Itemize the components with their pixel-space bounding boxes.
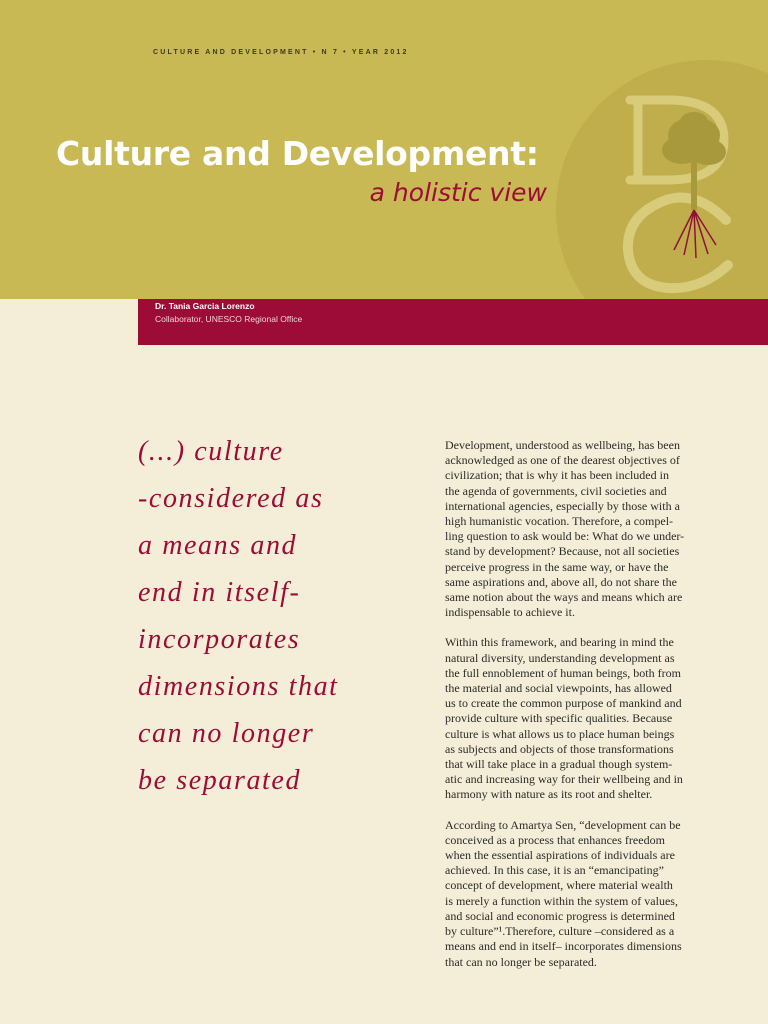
text-line: same aspirations and, above all, do not share the xyxy=(445,574,677,589)
text-line: culture is what allows us to place human beings xyxy=(445,726,675,741)
article-paragraph-1 xyxy=(445,438,745,620)
pull-quote-line: (...) culture xyxy=(138,436,284,467)
pull-quote-line: a means and xyxy=(138,530,298,561)
text-line: is merely a function within the system of values, xyxy=(445,893,678,908)
text-line: that will take place in a gradual though system- xyxy=(445,757,673,772)
text-line: the material and social viewpoints, has allowed xyxy=(445,681,672,696)
text-line: means and end in itself– incorporates dimensions xyxy=(445,939,682,954)
text-line: the full ennoblement of human beings, both from xyxy=(445,665,681,680)
pull-quote-line: can no longer xyxy=(138,718,315,749)
text-line: provide culture with specific qualities. Because xyxy=(445,711,673,726)
author-band xyxy=(138,299,768,345)
text-line: international agencies, especially by those with a xyxy=(445,498,680,513)
pull-quote-line: end in itself- xyxy=(138,577,301,608)
text-line: conceived as a process that enhances freedom xyxy=(445,832,665,847)
page-title: Culture and Development: xyxy=(56,134,539,173)
pull-quote-line: be separated xyxy=(138,765,302,796)
text-line: the agenda of governments, civil societies and xyxy=(445,483,667,498)
author-role: Collaborator, UNESCO Regional Office xyxy=(155,314,303,324)
article-paragraph-2 xyxy=(445,635,745,802)
author-name: Dr. Tania Garcia Lorenzo xyxy=(155,301,255,311)
text-line: perceive progress in the same way, or have the xyxy=(445,559,669,574)
text-line: harmony with nature as its root and shelter. xyxy=(445,787,653,802)
text-line: achieved. In this case, it is an “emancipating” xyxy=(445,863,664,878)
text-line: as subjects and objects of those transformations xyxy=(445,741,674,756)
text-line: acknowledged as one of the dearest objectives of xyxy=(445,453,680,468)
pull-quote-line: -considered as xyxy=(138,483,324,514)
text-line: civilization; that is why it has been included in xyxy=(445,468,669,483)
text-line: natural diversity, understanding development as xyxy=(445,650,675,665)
text-line: high humanistic vocation. Therefore, a compel- xyxy=(445,514,674,529)
dc-tree-monogram-icon xyxy=(556,60,768,299)
text-line: Development, understood as wellbeing, has been xyxy=(445,438,680,452)
header-banner xyxy=(0,0,768,299)
text-line: Within this framework, and bearing in mind the xyxy=(445,635,674,650)
article-paragraph-3 xyxy=(445,818,745,970)
text-line: by culture”¹.Therefore, culture –considered as a xyxy=(445,924,675,939)
text-line: ling question to ask would be: What do we under- xyxy=(445,529,685,544)
pull-quote xyxy=(138,428,400,804)
text-line: and social and economic progress is determined xyxy=(445,908,675,923)
text-line: concept of development, where material wealth xyxy=(445,878,673,893)
pull-quote-line: incorporates xyxy=(138,624,301,655)
text-line: atic and increasing way for their wellbeing and in xyxy=(445,772,683,787)
text-line: that can no longer be separated. xyxy=(445,954,597,969)
page-subtitle: a holistic view xyxy=(369,178,547,207)
text-line: us to create the common purpose of mankind and xyxy=(445,696,682,711)
text-line: According to Amartya Sen, “development can be xyxy=(445,817,681,832)
text-line: stand by development? Because, not all societies xyxy=(445,544,680,559)
series-line: CULTURE AND DEVELOPMENT • N 7 • YEAR 2012 xyxy=(153,49,409,56)
text-line: same notion about the ways and means which are xyxy=(445,590,683,605)
article-body xyxy=(445,438,745,985)
text-line: indispensable to achieve it. xyxy=(445,605,575,620)
pull-quote-line: dimensions that xyxy=(138,671,339,702)
text-line: when the essential aspirations of individuals are xyxy=(445,848,675,863)
